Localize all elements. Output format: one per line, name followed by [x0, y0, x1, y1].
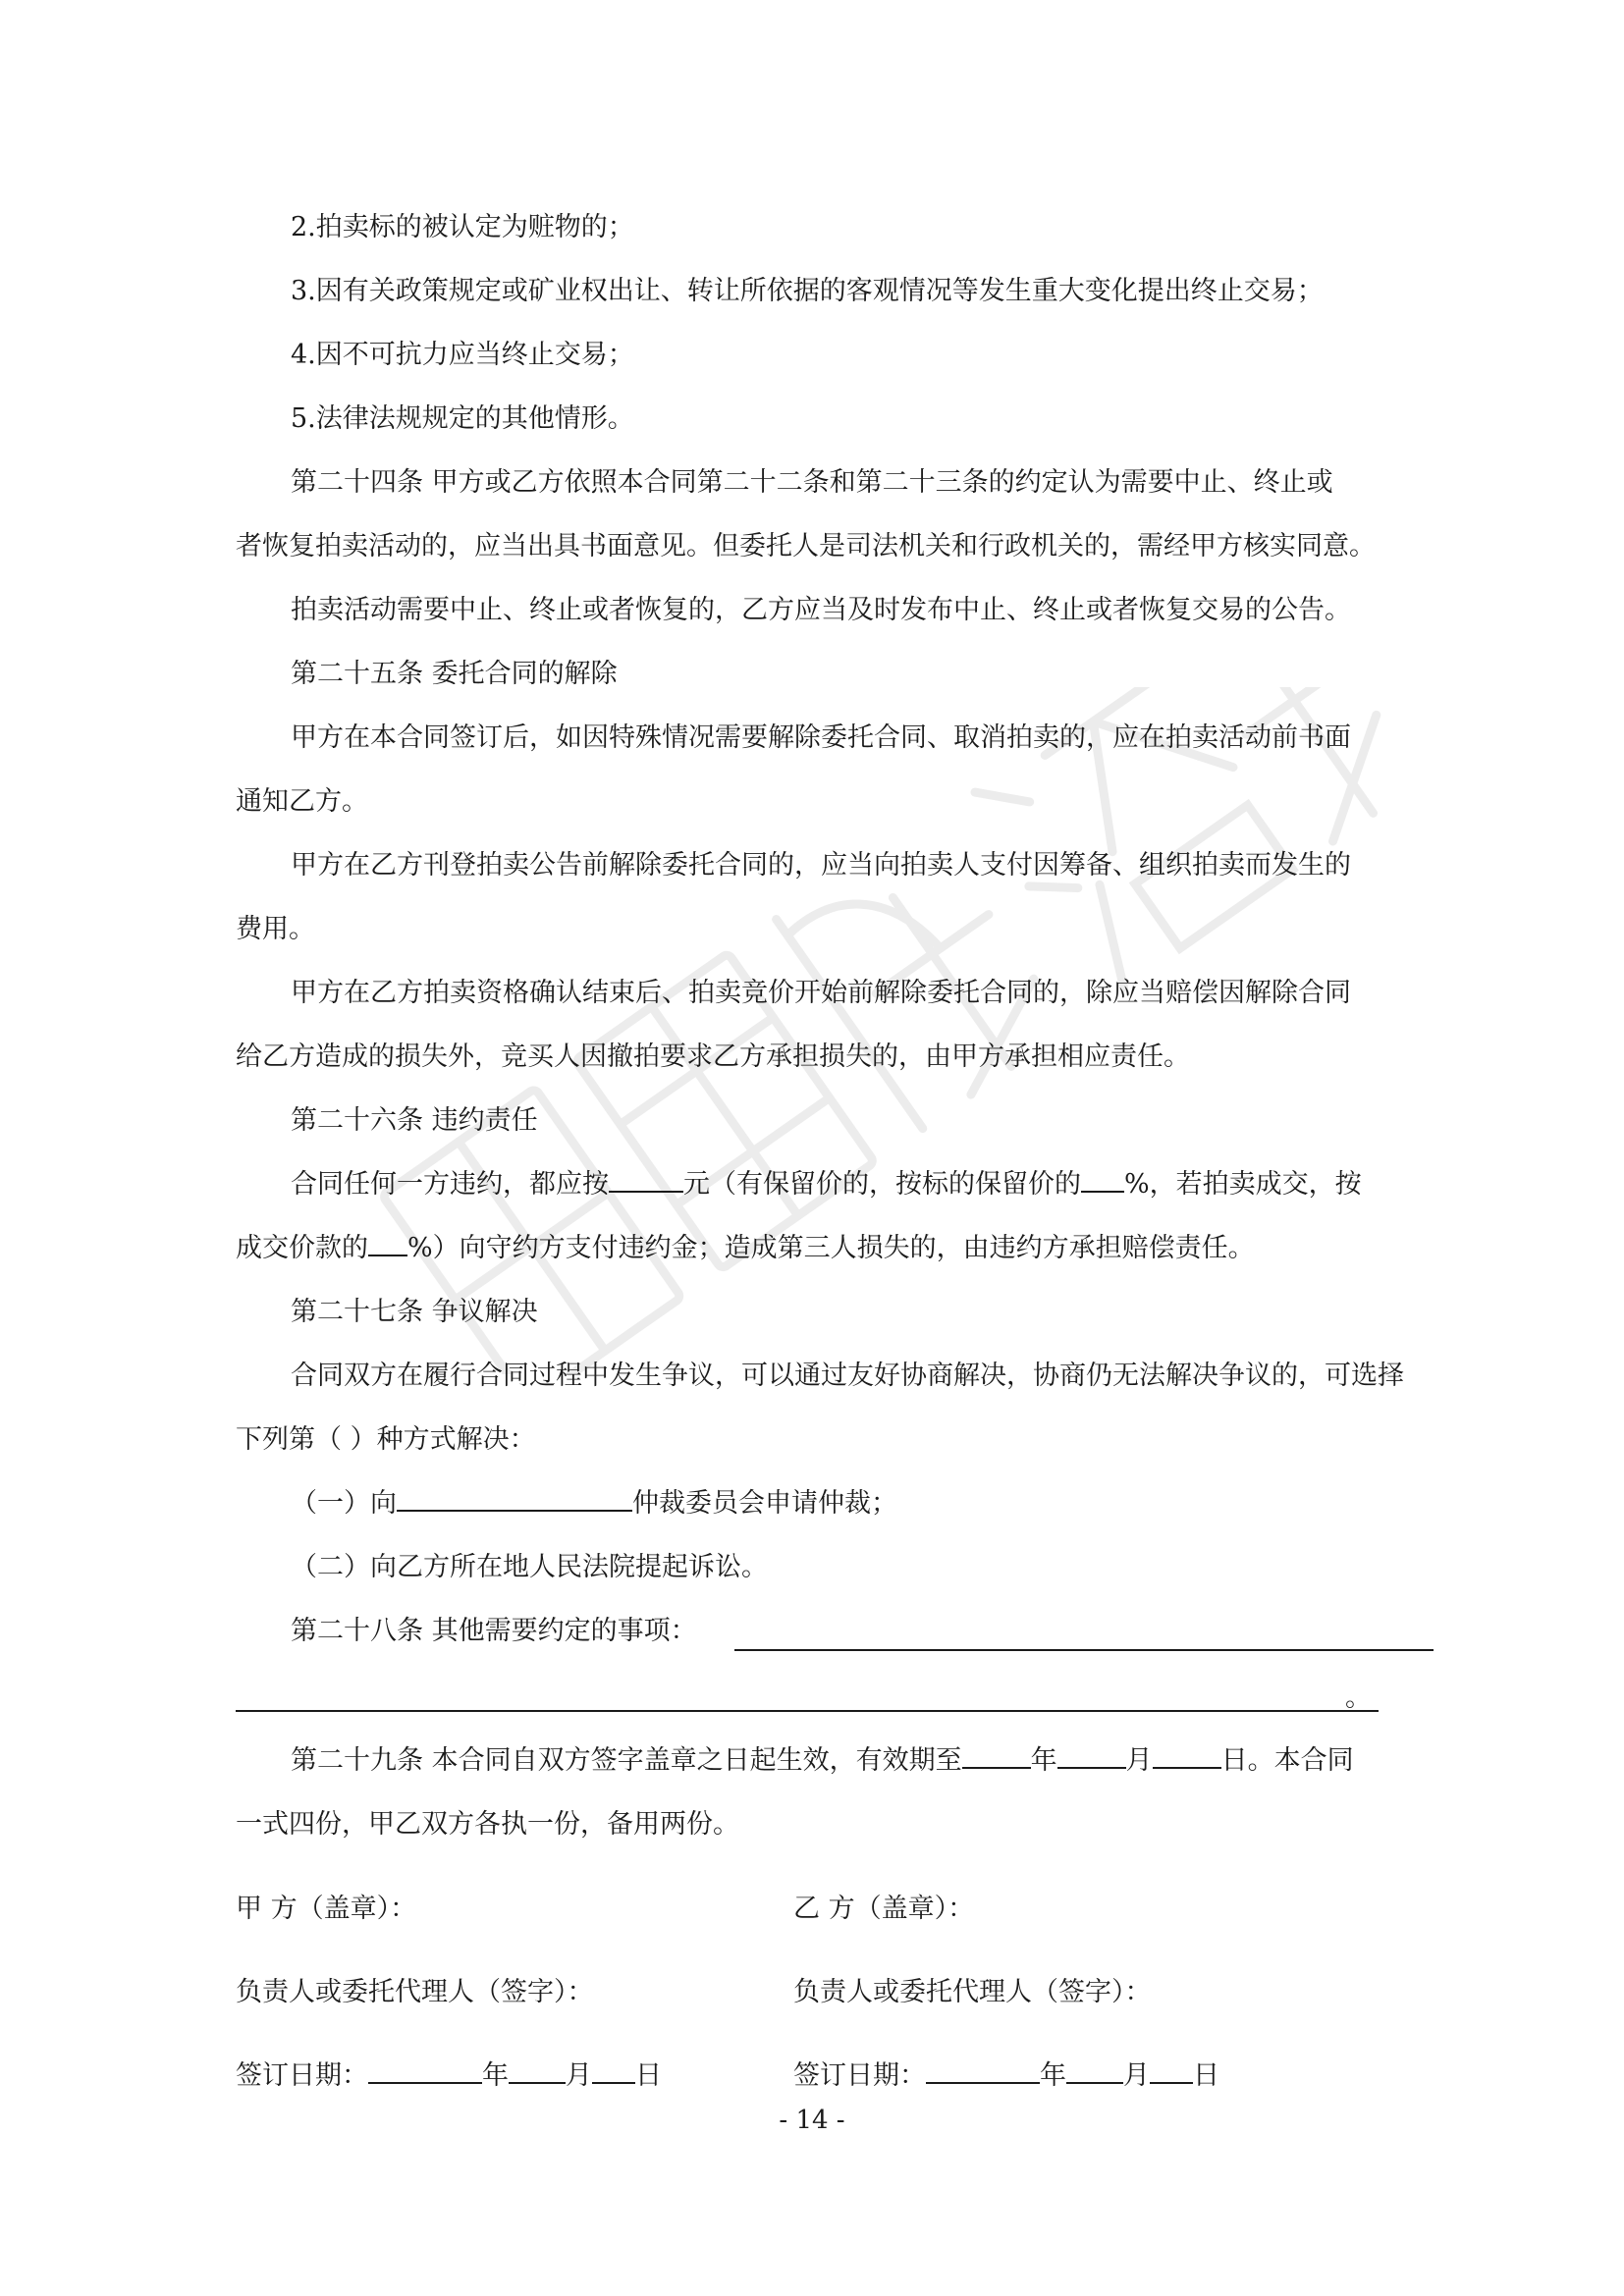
article-29-year: 年 — [1030, 1745, 1057, 1776]
party-b-month-blank — [1066, 2056, 1123, 2084]
page-number: - 14 - — [779, 2106, 845, 2135]
date-year: 年 — [1040, 2060, 1066, 2091]
article-26-text-b: 元（有保留价的，按标的保留价的 — [683, 1169, 1081, 1200]
article-29-text-a: 第二十九条 本合同自双方签字盖章之日起生效，有效期至 — [291, 1745, 962, 1776]
article-28-title: 第二十八条 其他需要约定的事项： — [291, 1616, 697, 1646]
article-24-line-2: 者恢复拍卖活动的，应当出具书面意见。但委托人是司法机关和行政机关的，需经甲方核实同意。 — [236, 531, 1376, 561]
article-26-line-2 — [236, 1229, 1255, 1268]
article-24-line-1: 第二十四条 甲方或乙方依照本合同第二十二条和第二十三条的约定认为需要中止、终止或 — [291, 467, 1333, 498]
article-26-text-d: 成交价款的 — [236, 1233, 368, 1263]
date-label: 签订日期： — [793, 2060, 926, 2091]
clause-item-2: 2.拍卖标的被认定为赃物的； — [291, 212, 634, 242]
validity-month-blank — [1057, 1741, 1126, 1769]
article-29-day: 日。本合同 — [1220, 1745, 1354, 1776]
party-b-day-blank — [1150, 2056, 1193, 2084]
date-label: 签订日期： — [236, 2060, 368, 2091]
option-1-text-b: 仲裁委员会申请仲裁； — [632, 1488, 897, 1519]
validity-year-blank — [962, 1741, 1031, 1769]
article-25-title: 第二十五条 委托合同的解除 — [291, 659, 618, 689]
article-27-line-1: 合同双方在履行合同过程中发生争议，可以通过友好协商解决，协商仍无法解决争议的，可选择 — [291, 1361, 1404, 1391]
article-25-p3-line-2: 给乙方造成的损失外，竞买人因撤拍要求乙方承担损失的，由甲方承担相应责任。 — [236, 1041, 1190, 1072]
article-26-text-e: %）向守约方支付违约金；造成第三人损失的，由违约方承担赔偿责任。 — [407, 1233, 1255, 1263]
article-26-text-c: %，若拍卖成交，按 — [1124, 1169, 1362, 1200]
date-year: 年 — [482, 2060, 509, 2091]
article-29-month: 月 — [1125, 1745, 1153, 1776]
party-b-seal-label: 乙 方（盖章）： — [793, 1894, 975, 1924]
article-27-line-2: 下列第（ ）种方式解决： — [236, 1424, 536, 1455]
party-a-day-blank — [592, 2056, 635, 2084]
article-27-option-2: （二）向乙方所在地人民法院提起诉讼。 — [291, 1552, 768, 1582]
party-a-year-blank — [368, 2056, 482, 2084]
date-month: 月 — [1123, 2060, 1150, 2091]
party-a-seal-label: 甲 方（盖章）： — [236, 1894, 417, 1924]
article-26-title: 第二十六条 违约责任 — [291, 1105, 538, 1136]
clause-item-5: 5.法律法规规定的其他情形。 — [291, 403, 634, 434]
party-b-representative-label: 负责人或委托代理人（签字）： — [793, 1977, 1152, 2007]
party-b-year-blank — [926, 2056, 1040, 2084]
article-25-p3-line-1: 甲方在乙方拍卖资格确认结束后、拍卖竞价开始前解除委托合同的，除应当赔偿因解除合同 — [291, 978, 1351, 1008]
arbitration-commission-blank — [397, 1484, 632, 1512]
article-27-option-1 — [291, 1484, 897, 1523]
deal-percent-blank — [368, 1229, 407, 1256]
clause-item-4: 4.因不可抗力应当终止交易； — [291, 340, 634, 370]
date-day: 日 — [635, 2060, 662, 2091]
date-day: 日 — [1193, 2060, 1219, 2091]
article-29-line-1 — [291, 1741, 1354, 1781]
reserve-percent-blank — [1081, 1165, 1124, 1193]
party-a-month-blank — [509, 2056, 566, 2084]
option-1-text-a: （一）向 — [291, 1488, 397, 1519]
clause-item-3: 3.因有关政策规定或矿业权出让、转让所依据的客观情况等发生重大变化提出终止交易； — [291, 276, 1324, 306]
party-b-sign-date — [793, 2056, 1219, 2096]
article-25-p2-line-2: 费用。 — [236, 914, 315, 944]
date-month: 月 — [566, 2060, 592, 2091]
watermark-seal-text — [295, 687, 1522, 1374]
article-24-line-3: 拍卖活动需要中止、终止或者恢复的，乙方应当及时发布中止、终止或者恢复交易的公告。 — [291, 595, 1351, 625]
article-25-p2-line-1: 甲方在乙方刊登拍卖公告前解除委托合同的，应当向拍卖人支付因筹备、组织拍卖而发生的 — [291, 850, 1351, 881]
article-26-text-a: 合同任何一方违约，都应按 — [291, 1169, 609, 1200]
party-a-sign-date — [236, 2056, 662, 2096]
validity-day-blank — [1153, 1741, 1221, 1769]
article-25-p1-line-1: 甲方在本合同签订后，如因特殊情况需要解除委托合同、取消拍卖的，应在拍卖活动前书面 — [291, 722, 1351, 753]
article-28-blank-line-2 — [236, 1710, 1379, 1712]
party-a-representative-label: 负责人或委托代理人（签字）： — [236, 1977, 594, 2007]
article-26-line-1 — [291, 1165, 1362, 1204]
article-25-p1-line-2: 通知乙方。 — [236, 786, 368, 817]
article-29-line-2: 一式四份，甲乙双方各执一份，备用两份。 — [236, 1809, 739, 1840]
article-28-blank-line-1 — [734, 1649, 1434, 1651]
article-27-title: 第二十七条 争议解决 — [291, 1297, 538, 1327]
article-28-end-mark: 。 — [1345, 1682, 1372, 1713]
penalty-amount-blank — [609, 1165, 683, 1193]
